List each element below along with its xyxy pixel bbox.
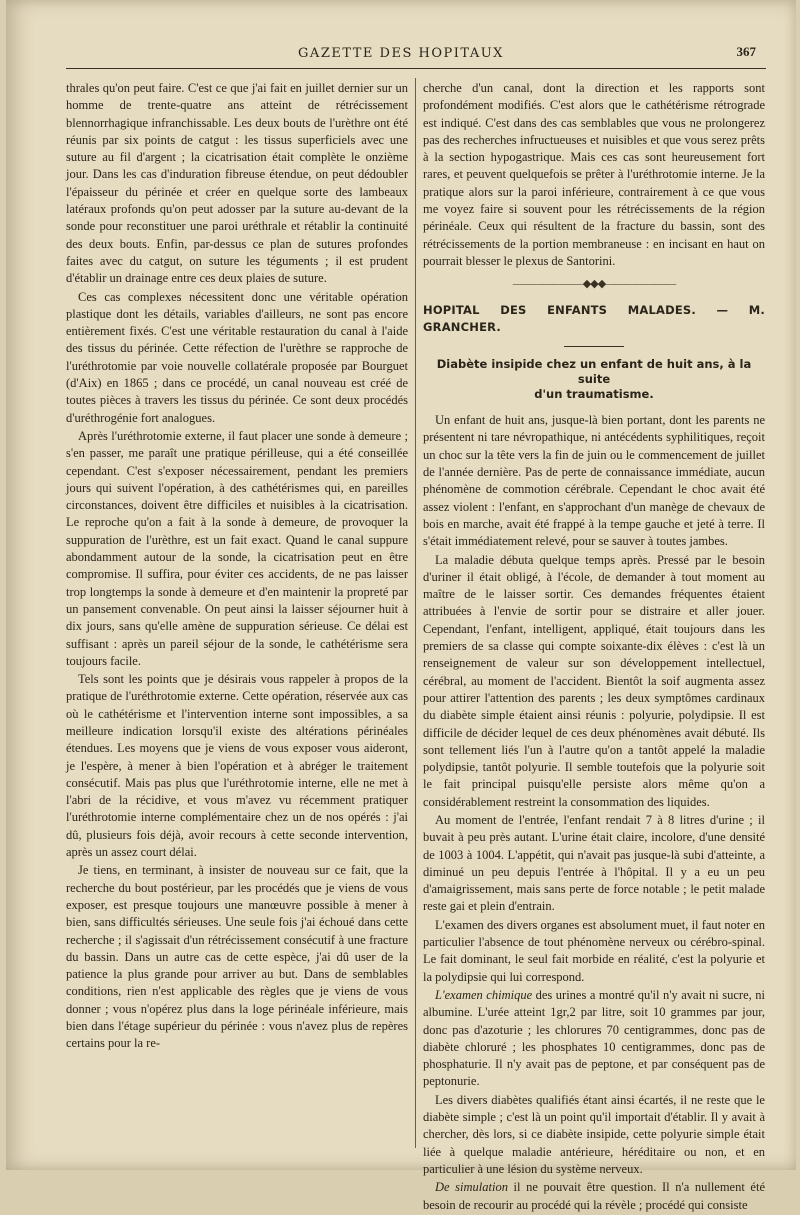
case-title-line-2: d'un traumatisme. (534, 387, 654, 402)
right-paragraph-chemistry (423, 987, 765, 1091)
section-heading: HOPITAL DES ENFANTS MALADES. — M. GRANCHER. (423, 302, 765, 334)
left-paragraph-1: thrales qu'on peut faire. C'est ce que j'ai fait en juillet dernier sur un homme de trente-quatre ans atteint de rétrécissement blennorrhagique infranchissable. Les deux bouts de l'urèthre ont été réunis par six points de catgut : les tissus superficiels avec une suture au fil d'argent ; la cicatrisation était complète le onzième jour. Dans les cas d'induration fibreuse étendue, on peut dédoubler l'épaisseur du périnée et créer en quelque sorte des lambeaux latéraux profonds qu'on peut adosser par la suture au-devant de la sonde pour reconstituer une paroi uréthrale et rétablir la continuité des deux bouts. Enfin, par-dessus ce plan de sutures profondes faites avec du catgut, on suture les téguments ; il est prudent d'établir un drainage entre ces deux plaies de suture. (66, 81, 408, 286)
running-title: GAZETTE DES HOPITAUX (298, 46, 504, 61)
right-paragraph-4: L'examen des divers organes est absolument muet, il faut noter en particulier l'absence de tout phénomène nerveux ou cérébro-spinal. Le fait dominant, le seul fait morbide en réalité, c'est la polyurie et la polydipsie qui lui correspond. (423, 917, 765, 984)
sim-text: il ne pouvait être question. Il n'a nullement été besoin de recourir au procédé qui la révèle ; procédé qui consiste (423, 1180, 765, 1212)
left-paragraph-3: Après l'uréthrotomie externe, il faut placer une sonde à demeure ; s'en passer, me paraît une pratique périlleuse, qui a été conseillée cependant. C'est s'exposer nécessairement, pendant les premiers jours qui suivent l'opération, à des cathétérismes qui, en pareilles circonstances, doivent être difficiles et nuisibles à la cicatrisation. Le reproche qu'on a fait à la sonde à demeure, de provoquer la suppuration de l'urèthre, est un fait exact. Quand le canal suppure abondamment autour de la sonde, la cicatrisation peut en être compromise. Il suffira, pour éviter ces accidents, de ne pas laisser trop longtemps la sonde à demeure et d'en maintenir la propreté par un pansement convenable. On peut ainsi la laisser séjourner huit à dix jours, sans qu'elle amène de suppuration sérieuse. Ce délai est suffisant : après un pareil séjour de la sonde, le cathétérisme sera toujours facile. (66, 428, 408, 668)
chem-text: des urines a montré qu'il n'y avait ni sucre, ni albumine. L'urée atteint 1gr,2 par litre, soit 10 grammes par jour, donc pas d'azoturie ; les chlorures 70 centigrammes, donc pas de diabète chloruré ; les phosphates 10 centigrammes, donc pas de phosphaturie. Il n'y avait pas de peptone, et par conséquent pas de peptonurie. (423, 987, 765, 1089)
left-column (66, 80, 408, 1054)
column-separator (415, 78, 416, 1148)
newspaper-page (6, 0, 796, 1212)
page-header (6, 42, 796, 66)
chem-label: L'examen chimique (435, 987, 533, 1002)
right-intro-paragraph: cherche d'un canal, dont la direction et les rapports sont profondément modifiés. C'est alors que le cathétérisme rétrograde est indiqué. C'est dans des cas semblables que vous ne prolongerez pas des recherches infructueuses et nuisibles et que vous serez prêts à la section hypogastrique. Mais ces cas sont heureusement fort rares, et peuvent quelquefois se prêter à l'uréthrotomie interne. Je la pratique alors sur la paroi inférieure, contrairement à ce que vous me voyez faire si souvent pour les rétrécissements de la région périnéale. Ceux qui résultent de la fracture du bassin, sont des rétrécissements de la portion membraneuse : en incisant en haut on pourrait blesser le plexus de Santorini. (423, 81, 765, 268)
heading-rule (564, 346, 624, 347)
right-column (423, 80, 765, 1215)
right-paragraph-simulation (423, 1179, 765, 1214)
page-number: 367 (736, 44, 756, 59)
case-title-line-1: Diabète insipide chez un enfant de huit ans, à la suite (436, 357, 752, 387)
header-rule (66, 68, 766, 69)
case-title (423, 357, 765, 402)
right-paragraph-3: Au moment de l'entrée, l'enfant rendait 7 à 8 litres d'urine ; il buvait à peu près autant. L'urine était claire, incolore, d'une densité de 1003 à 1004. L'appétit, qui n'avait pas jusque-là subi d'atteinte, a diminué un peu depuis l'entrée à l'hôpital. Il y a eu un peu d'amaigrissement, mais sans perte de force notable ; le petit malade reste gai et plein d'entrain. (423, 812, 765, 914)
right-paragraph-6: Les divers diabètes qualifiés étant ainsi écartés, il ne reste que le diabète simple ; c'est là un point qu'il importait d'établir. Il y avait à chercher, dès lors, si ce diabète insipide, cette polyurie simple était liée à quelque maladie antérieure, héréditaire ou non, et en particulier à une lésion du système nerveux. (423, 1092, 765, 1176)
left-paragraph-5: Je tiens, en terminant, à insister de nouveau sur ce fait, que la recherche du bout postérieur, par les procédés que je viens de vous exposer, est presque toujours une manœuvre possible à mener à bien, sans difficultés sérieuses. Une seule fois j'ai échoué dans cette recherche ; il s'agissait d'un rétrécissement consécutif à une fracture du bassin. Dans un autre cas de cette espèce, j'ai dû user de la patience la plus grande pour arriver au but. Dans de semblables conditions, rien n'est applicable des règles que je viens de vous donner ; vous n'opérez plus dans la loge périnéale inférieure, mais bien dans l'étage supérieur du périnée : vous n'avez plus de repères certains pour la re- (66, 863, 408, 1051)
right-paragraph-2: La maladie débuta quelque temps après. Pressé par le besoin d'uriner il était obligé, à l'école, de demander à tout moment au maître de le laisser sortir. Ces demandes fréquentes étaient attribuées à l'envie de sortir pour se distraire et aller jouer. Cependant, l'enfant, intelligent, appliqué, était toujours dans les premiers de sa classe qui compte soixante-dix élèves : c'est là un renseignement de valeur sur son développement intellectuel, cérébral, au moment de l'accident. Bientôt la soif augmenta assez pour attirer l'attention des parents ; les deux symptômes cardinaux du diabète simple étaient ainsi réunis : polyurie, polydipsie. Il est difficile de décider lequel de ces deux phénomènes avait débuté. Ils sont tellement liés l'un à l'autre qu'on a tantôt appelé la maladie polydipsie, tantôt polyurie. Il semble toutefois que la polyurie soit le fait principal puisqu'elle persiste alors même qu'on a considérablement restreint la consommation des liquides. (423, 552, 765, 809)
ornament-divider: ———————◆◆◆——————— (512, 278, 676, 291)
left-paragraph-4: Tels sont les points que je désirais vous rappeler à propos de la pratique de l'uréthrotomie externe. Cette opération, réservée aux cas où le cathétérisme et l'intervention interne sont impossibles, a sa meilleure indication lorsqu'il existe des altérations périnéales étendues. Les moyens que je viens de vous exposer vous aideront, je l'espère, à mener à bien l'opération et à abréger le traitement consécutif. Mais pas plus que l'uréthrotomie interne, elle ne met à l'abri de la récidive, et vous m'avez vu récemment pratiquer l'uréthrotomie interne complémentaire chez un de nos opérés : j'ai dû, plusieurs fois déjà, avoir recours à cette seconde intervention, après un assez court délai. (66, 672, 408, 860)
sim-label: De simulation (435, 1180, 508, 1195)
right-paragraph-1: Un enfant de huit ans, jusque-là bien portant, dont les parents ne présentent ni tare névropathique, ni antécédents syphilitiques, reçoit un choc sur la tête vers la fin de juin ou le commencement de juillet de l'année dernière. Pas de perte de connaissance immédiate, aucun phénomène de commotion cérébrale. Cependant le choc avait été assez violent : l'enfant, en s'approchant d'un manège de chevaux de bois en marche, avait été frappé à la tempe gauche et jeté à terre. Il s'était immédiatement relevé, pour se sauver à toutes jambes. (423, 413, 765, 549)
left-paragraph-2: Ces cas complexes nécessitent donc une véritable opération plastique dont les détails, variables d'ailleurs, ne sont pas encore entièrement fixés. C'est une véritable restauration du canal à l'aide des tissus du périnée. Cette réfection de l'urèthre se rapproche de l'uréthrotomie par voie nouvelle collatérale proposée par Bourguet (d'Aix) en 1865 ; dans ce procédé, un canal nouveau est créé de toutes pièces à travers les tissus du périnée. Ce sont deux procédés d'uréthrogénie fort analogues. (66, 289, 408, 425)
